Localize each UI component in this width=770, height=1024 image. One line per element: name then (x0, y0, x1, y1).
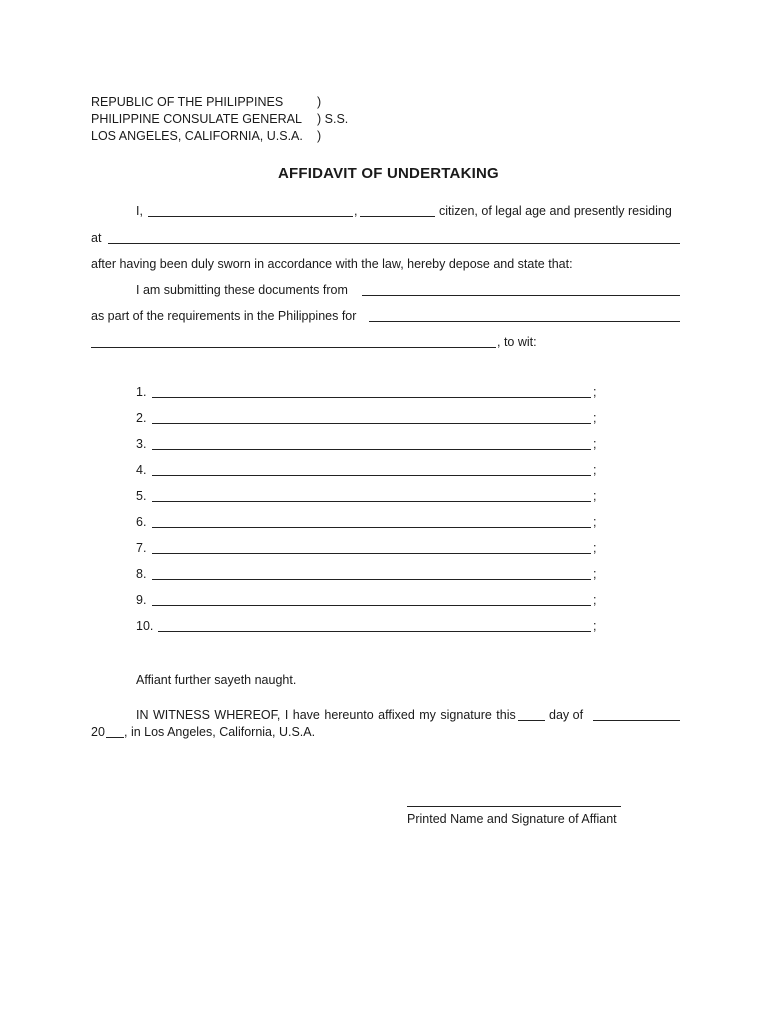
at-text: at (91, 231, 102, 245)
requirement-purpose-field[interactable] (369, 321, 680, 322)
requirements-text: as part of the requirements in the Philippines for (91, 309, 357, 323)
list-item-terminator: ; (593, 385, 597, 399)
day-of-text: day of (549, 708, 584, 722)
affiant-name-field[interactable] (148, 216, 353, 217)
header-line-1: REPUBLIC OF THE PHILIPPINES (91, 95, 284, 109)
to-wit-text: , to wit: (497, 335, 537, 349)
list-item-terminator: ; (593, 593, 597, 607)
list-item-terminator: ; (593, 437, 597, 451)
list-item-number: 5. (136, 489, 147, 503)
list-item-field[interactable] (158, 631, 591, 632)
list-item-number: 10. (136, 619, 154, 633)
list-item-number: 2. (136, 411, 147, 425)
list-item-number: 4. (136, 463, 147, 477)
list-item-field[interactable] (152, 605, 591, 606)
p1-comma: , (354, 204, 358, 218)
list-item-field[interactable] (152, 449, 591, 450)
header-bracket-1: ) (317, 95, 322, 109)
list-item-field[interactable] (152, 553, 591, 554)
list-item-number: 6. (136, 515, 147, 529)
list-item-field[interactable] (152, 501, 591, 502)
document-title: AFFIDAVIT OF UNDERTAKING (278, 165, 499, 182)
witness-place-text: , in Los Angeles, California, U.S.A. (124, 725, 316, 739)
residence-address-field[interactable] (108, 243, 680, 244)
header-line-2: PHILIPPINE CONSULATE GENERAL (91, 112, 302, 126)
list-item-terminator: ; (593, 411, 597, 425)
list-item-field[interactable] (152, 423, 591, 424)
list-item-terminator: ; (593, 619, 597, 633)
list-item-terminator: ; (593, 463, 597, 477)
list-item-number: 9. (136, 593, 147, 607)
affiant-naught-text: Affiant further sayeth naught. (136, 673, 297, 687)
signature-label: Printed Name and Signature of Affiant (407, 812, 617, 826)
p1-end-text: citizen, of legal age and presently residing (439, 204, 672, 218)
list-item-terminator: ; (593, 489, 597, 503)
requirement-purpose-field-continued[interactable] (91, 347, 496, 348)
year-field[interactable] (106, 737, 124, 738)
header-bracket-2: ) S.S. (317, 112, 349, 126)
documents-source-field[interactable] (362, 295, 680, 296)
citizenship-field[interactable] (360, 216, 435, 217)
list-item-field[interactable] (152, 579, 591, 580)
signature-line[interactable] (407, 806, 621, 807)
list-item-terminator: ; (593, 541, 597, 555)
header-bracket-3: ) (317, 129, 322, 143)
year-prefix-text: 20 (91, 725, 105, 739)
list-item-number: 8. (136, 567, 147, 581)
list-item-terminator: ; (593, 515, 597, 529)
list-item-field[interactable] (152, 397, 591, 398)
list-item-number: 3. (136, 437, 147, 451)
header-line-3: LOS ANGELES, CALIFORNIA, U.S.A. (91, 129, 303, 143)
list-item-field[interactable] (152, 527, 591, 528)
day-field[interactable] (518, 720, 545, 721)
witness-text: IN WITNESS WHEREOF, I have hereunto affixed my signature this (136, 708, 516, 722)
list-item-terminator: ; (593, 567, 597, 581)
submitting-text: I am submitting these documents from (136, 283, 348, 297)
p1-start-text: I, (136, 204, 143, 218)
list-item-number: 7. (136, 541, 147, 555)
list-item-number: 1. (136, 385, 147, 399)
list-item-field[interactable] (152, 475, 591, 476)
sworn-statement-text: after having been duly sworn in accordance with the law, hereby depose and state that: (91, 257, 573, 271)
month-field[interactable] (593, 720, 680, 721)
